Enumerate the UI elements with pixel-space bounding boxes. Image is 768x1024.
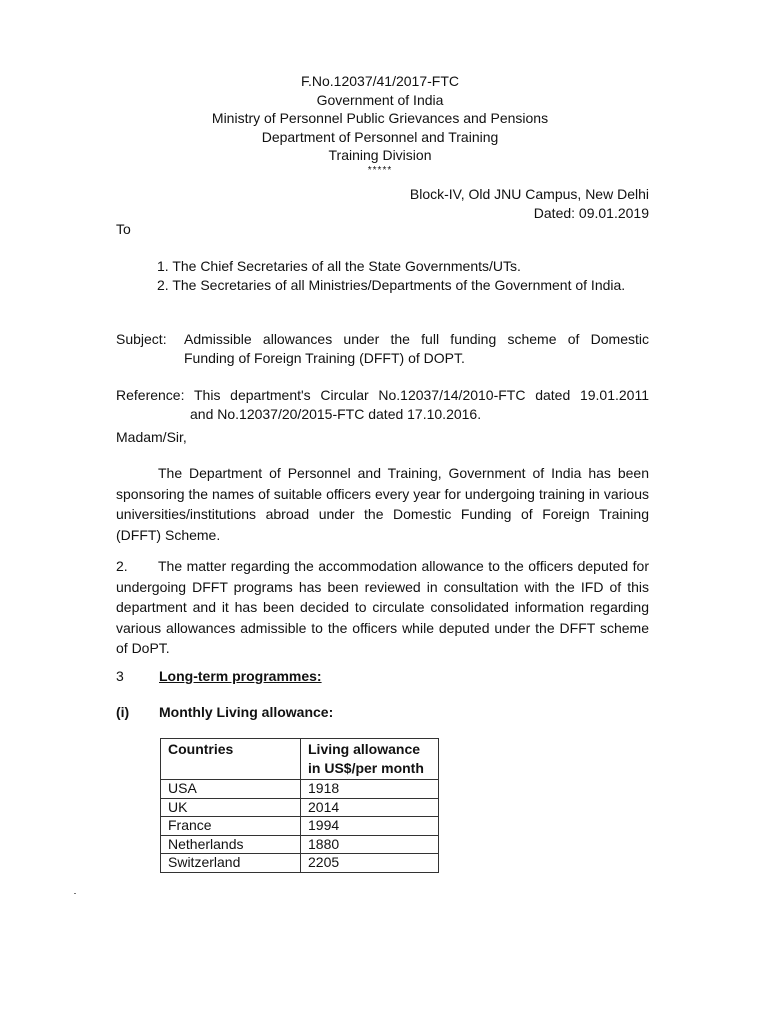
table-header-countries: Countries — [161, 739, 301, 780]
table-cell-amount: 2014 — [301, 798, 439, 817]
subsection-i-title: Monthly Living allowance: — [159, 704, 334, 720]
paragraph-1 — [116, 463, 649, 545]
division-name: Training Division — [328, 147, 432, 163]
table-cell-amount: 1880 — [301, 835, 439, 854]
table-cell-country: Netherlands — [161, 835, 301, 854]
table-cell-country: UK — [161, 798, 301, 817]
subsection-i-number: (i) — [116, 704, 130, 720]
recipient-list — [157, 257, 625, 295]
header-separator: ***** — [367, 164, 393, 176]
section-3-title: Long-term programmes: — [159, 668, 322, 684]
recipient-item: 1. The Chief Secretaries of all the State Governments/UTs. — [157, 258, 521, 274]
table-cell-country: Switzerland — [161, 854, 301, 873]
reference-line-1: This department's Circular No.12037/14/2010-FTC dated 19.01.2011 — [194, 387, 649, 403]
table-cell-country: France — [161, 817, 301, 836]
table-row — [161, 798, 439, 817]
paragraph-2 — [116, 556, 649, 659]
department-name: Department of Personnel and Training — [261, 128, 499, 145]
table-header-row — [161, 739, 439, 780]
address-block — [410, 185, 649, 223]
letter-date: Dated: 09.01.2019 — [533, 205, 649, 221]
government-name: Government of India — [316, 91, 444, 108]
section-3-number: 3 — [116, 668, 124, 684]
scan-speck — [74, 893, 76, 894]
reference-line-2: and No.12037/20/2015-FTC dated 17.10.2016. — [190, 406, 482, 422]
letter-header — [0, 72, 760, 183]
paragraph-2-text: The matter regarding the accommodation allowance to the officers deputed for undergoing DFFT programs has been reviewed in consultation with the IFD of this department and it has been decided to circulate consolidated information regarding various allowances admissible to the officers while deputed under the DFFT scheme of DoPT. — [116, 558, 649, 657]
paragraph-2-number: 2. — [116, 558, 128, 574]
recipient-item: 2. The Secretaries of all Ministries/Departments of the Government of India. — [157, 277, 626, 293]
table-header-allowance: Living allowance in US$/per month — [301, 739, 439, 780]
table-row — [161, 854, 439, 873]
office-location: Block-IV, Old JNU Campus, New Delhi — [409, 186, 649, 202]
table-cell-amount: 1918 — [301, 780, 439, 799]
table-cell-country: USA — [161, 780, 301, 799]
table-row — [161, 780, 439, 799]
table-row — [161, 817, 439, 836]
subject-line-2: Funding of Foreign Training (DFFT) of DOPT. — [184, 350, 465, 366]
to-label: To — [116, 221, 131, 237]
table-row — [161, 835, 439, 854]
table-cell-amount: 2205 — [301, 854, 439, 873]
salutation: Madam/Sir, — [116, 429, 187, 445]
paragraph-1-text: The Department of Personnel and Training, Government of India has been sponsoring the names of suitable officers every year for undergoing training in various universities/institutions abroad under the Domestic Funding of Foreign Training (DFFT) Scheme. — [116, 465, 649, 543]
table-cell-amount: 1994 — [301, 817, 439, 836]
file-number: F.No.12037/41/2017-FTC — [301, 73, 459, 89]
subject-line-1: Admissible allowances under the full funding scheme of Domestic — [184, 331, 649, 347]
reference-label: Reference: — [116, 387, 185, 403]
ministry-name: Ministry of Personnel Public Grievances and Pensions — [211, 110, 549, 126]
living-allowance-table — [160, 738, 439, 873]
subject-label: Subject: — [116, 331, 167, 347]
